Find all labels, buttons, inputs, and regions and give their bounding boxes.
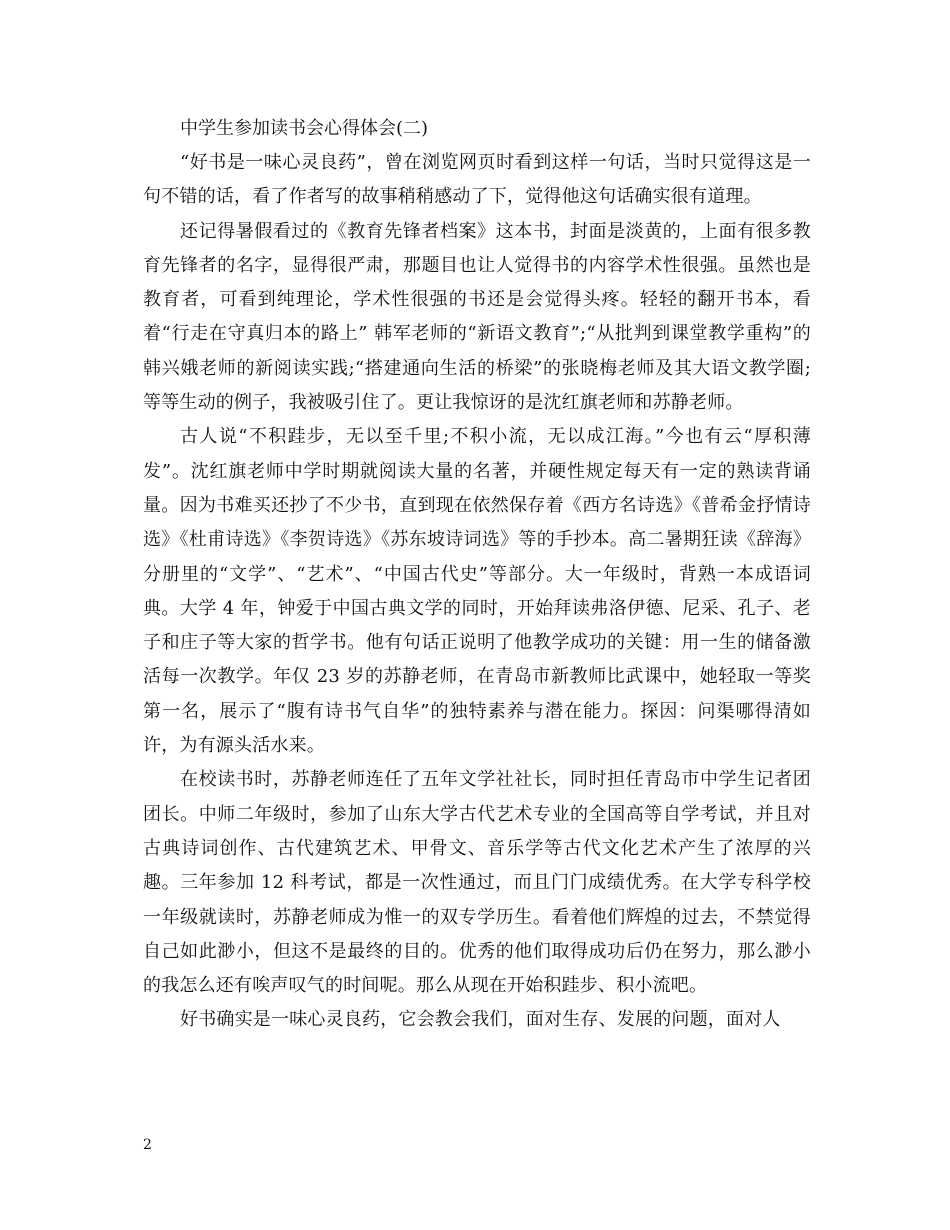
document-title: 中学生参加读书会心得体会(二) — [180, 118, 429, 139]
document-body — [143, 116, 811, 1038]
paragraph-3: 古人说“不积跬步，无以至千里;不积小流，无以成江海。”今也有云“厚积薄发”。沈红旗老师中学时期就阅读大量的名著，并硬性规定每天有一定的熟读背诵量。因为书难买还抄了不少书，直到现在依然保存着《西方名诗选》《普希金抒情诗选》《杜甫诗选》《李贺诗选》《苏东坡诗词选》等的手抄本。高二暑期狂读《辞海》分册里的“文学”、“艺术”、“中国古代史”等部分。大一年级时，背熟一本成语词典。大学 4 年，钟爱于中国古典文学的同时，开始拜读弗洛伊德、尼采、孔子、老子和庄子等大家的哲学书。他有句话正说明了他教学成功的关键：用一生的储备激活每一次教学。年仅 23 岁的苏静老师，在青岛市新教师比武课中，她轻取一等奖第一名，展示了“腹有诗书气自华”的独特素养与潜在能力。探因：问渠哪得清如许，为有源头活水来。 — [143, 426, 811, 757]
paragraph-2: 还记得暑假看过的《教育先锋者档案》这本书，封面是淡黄的，上面有很多教育先锋者的名字，显得很严肃，那题目也让人觉得书的内容学术性很强。虽然也是教育者，可看到纯理论，学术性很强的书还是会觉得头疼。轻轻的翻开书本，看着“行走在守真归本的路上” 韩军老师的“新语文教育”;“从批判到课堂教学重构”的韩兴娥老师的新阅读实践;“搭建通向生活的桥梁”的张晓梅老师及其大语文教学圈;等等生动的例子，我被吸引住了。更让我惊讶的是沈红旗老师和苏静老师。 — [143, 220, 811, 414]
paragraph-4: 在校读书时，苏静老师连任了五年文学社社长，同时担任青岛市中学生记者团团长。中师二年级时，参加了山东大学古代艺术专业的全国高等自学考试，并且对古典诗词创作、古代建筑艺术、甲骨文、音乐学等古代文化艺术产生了浓厚的兴趣。三年参加 12 科考试，都是一次性通过，而且门门成绩优秀。在大学专科学校一年级就读时，苏静老师成为惟一的双专学历生。看着他们辉煌的过去，不禁觉得自己如此渺小，但这不是最终的目的。优秀的他们取得成功后仍在努力，那么渺小的我怎么还有唉声叹气的时间呢。那么从现在开始积跬步、积小流吧。 — [143, 769, 811, 997]
paragraph-1: “好书是一味心灵良药”，曾在浏览网页时看到这样一句话，当时只觉得这是一句不错的话，看了作者写的故事稍稍感动了下，觉得他这句话确实很有道理。 — [143, 152, 811, 208]
paragraph-5: 好书确实是一味心灵良药，它会教会我们，面对生存、发展的问题，面对人 — [180, 1009, 781, 1031]
page-number: 2 — [143, 1137, 152, 1153]
